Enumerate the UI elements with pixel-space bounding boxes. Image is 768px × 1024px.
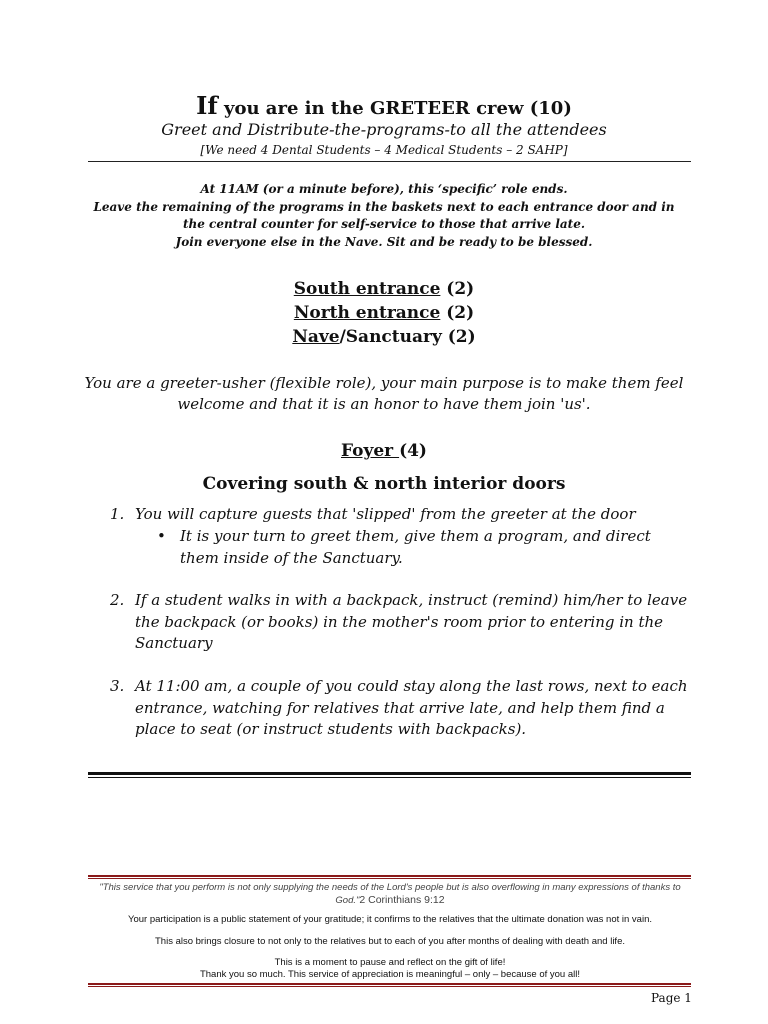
notice-block xyxy=(0,181,768,251)
notice-line: Join everyone else in the Nave. Sit and be ready to be blessed. xyxy=(175,234,593,249)
page-title xyxy=(0,91,768,120)
list-text: You will capture guests that 'slipped' from the greeter at the door xyxy=(135,505,636,523)
north-entrance-heading xyxy=(0,303,768,323)
list-number: 2. xyxy=(110,591,125,609)
list-text: If a student walks in with a backpack, instruct (remind) him/her to leave the backpack (or books) in the mother's room prior to entering in the Sanctuary xyxy=(135,591,688,652)
entrance-count: (2) xyxy=(440,279,475,299)
section-divider-thick xyxy=(88,772,691,775)
footer-thanks: Thank you so much. This service of appreciation is meaningful – only – because of you all! xyxy=(199,969,581,980)
entrance-name: South entrance xyxy=(293,279,441,299)
notice-line: the central counter for self-service to those that arrive late. xyxy=(182,217,586,231)
page-subtitle: Greet and Distribute-the-programs-to all the attendees xyxy=(161,120,607,139)
foyer-subheading: Covering south & north interior doors xyxy=(202,474,566,494)
list-number: 3. xyxy=(110,677,125,695)
footer-bottom-rule xyxy=(88,983,691,985)
footer-closure: This also brings closure to not only to the relatives but to each of you after months of dealing with death and life. xyxy=(155,936,625,947)
header-divider xyxy=(88,161,691,162)
entrance-rest: /Sanctuary (2) xyxy=(339,327,476,347)
title-mid: you are in the xyxy=(217,98,370,119)
entrance-count: (2) xyxy=(440,303,475,323)
foyer-count: (4) xyxy=(399,441,427,461)
title-if: If xyxy=(196,91,218,120)
nave-heading xyxy=(0,327,768,347)
greeter-note xyxy=(0,373,768,415)
quote-reference: 2 Corinthians 9:12 xyxy=(359,894,445,906)
footer-top-rule xyxy=(88,875,691,877)
sub-list-text: It is your turn to greet them, give them a program, and direct them inside of the Sanctuary. xyxy=(180,527,651,567)
title-end: crew (10) xyxy=(469,98,572,119)
foyer-label: Foyer xyxy=(341,441,400,461)
page-number: Page 1 xyxy=(651,991,692,1005)
entrance-name: North entrance xyxy=(293,303,441,323)
quote-text: "This service that you perform is not only supplying the needs of the Lord's people but is also overflowing in many expressions of thanks to God." xyxy=(99,882,681,906)
footer-quote xyxy=(90,882,690,907)
footer-participation: Your participation is a public statement of your gratitude; it confirms to the relatives that the ultimate donation was not in vain. xyxy=(127,914,653,925)
greeter-note-line: welcome and that it is an honor to have them join 'us'. xyxy=(177,395,591,413)
greeter-note-line: You are a greeter-usher (flexible role), your main purpose is to make them feel xyxy=(84,374,684,392)
footer-top-rule-thin xyxy=(88,878,691,879)
section-divider-thin xyxy=(88,777,691,778)
footer-bottom-rule-thin xyxy=(88,986,691,987)
title-greeter: GRETEER xyxy=(369,98,470,119)
bullet-icon: • xyxy=(157,527,166,545)
foyer-heading xyxy=(0,441,768,461)
notice-line: At 11AM (or a minute before), this ‘specific’ role ends. xyxy=(200,182,568,196)
notice-line: Leave the remaining of the programs in the baskets next to each entrance door and in xyxy=(93,199,675,214)
entrance-name: Nave xyxy=(292,327,340,347)
footer-pause: This is a moment to pause and reflect on the gift of life! xyxy=(274,957,506,968)
staffing-need: [We need 4 Dental Students – 4 Medical Students – 2 SAHP] xyxy=(200,143,568,157)
list-number: 1. xyxy=(110,505,125,523)
list-text: At 11:00 am, a couple of you could stay along the last rows, next to each entrance, watching for relatives that arrive late, and help them find a place to seat (or instruct students with backpacks). xyxy=(135,677,688,738)
south-entrance-heading xyxy=(0,279,768,299)
